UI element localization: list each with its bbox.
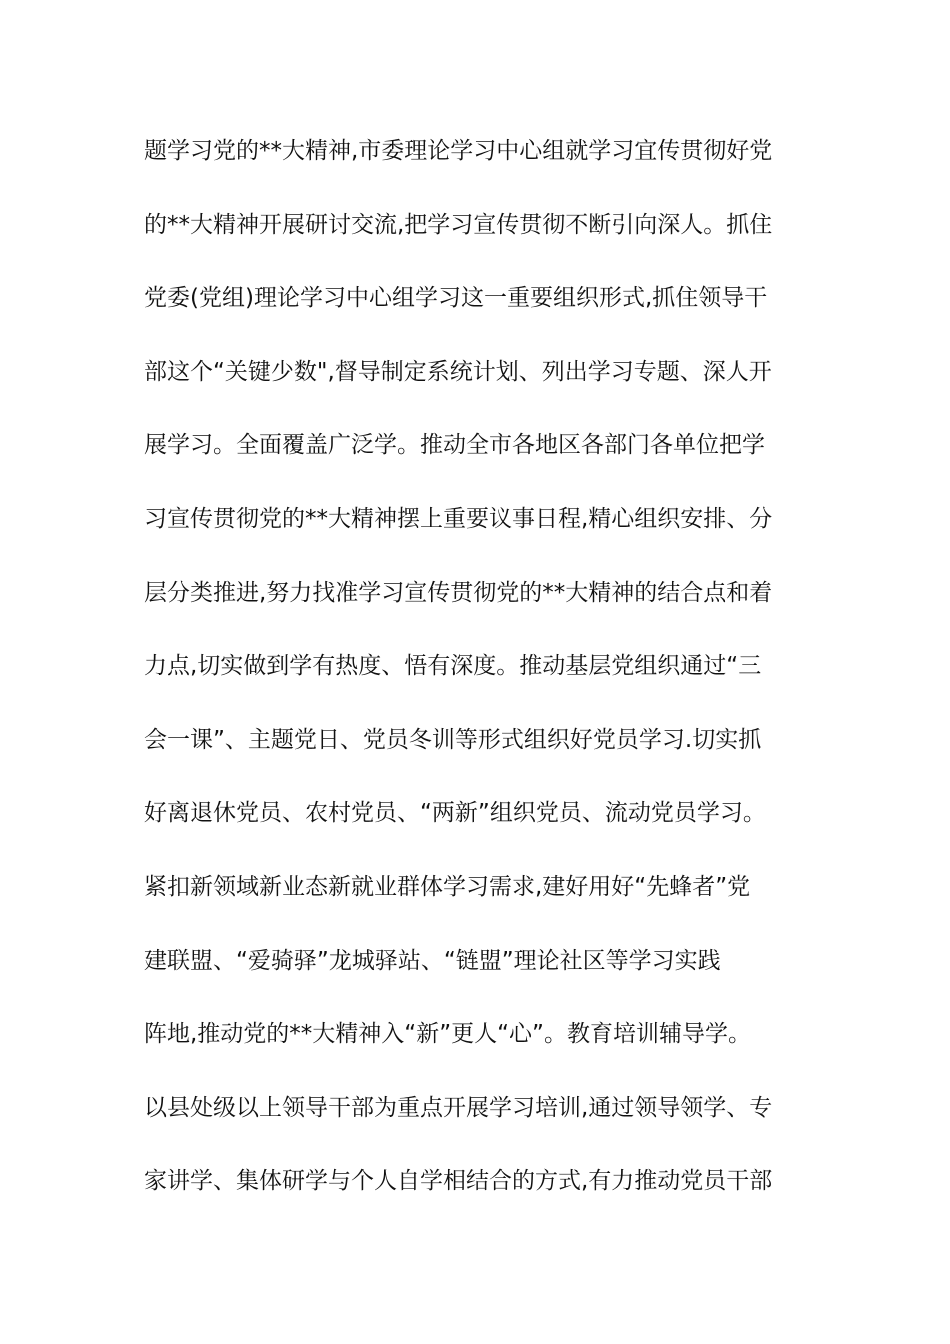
text-line: 展学习。全面覆盖广泛学。推动全市各地区各部门各单位把学 <box>144 432 765 459</box>
text-line: 以县处级以上领导干部为重点开展学习培训,通过领导领学、专 <box>144 1094 773 1121</box>
text-line: 的**大精神开展研讨交流,把学习宣传贯彻不断引向深人。抓住 <box>144 211 773 238</box>
text-line: 部这个“关键少数",督导制定系统计划、列出学习专题、深人开 <box>144 358 772 385</box>
text-line: 家讲学、集体研学与个人自学相结合的方式,有力推动党员干部 <box>144 1168 773 1195</box>
text-line: 习宣传贯彻党的**大精神摆上重要议事日程,精心组织安排、分 <box>144 505 773 532</box>
text-line: 阵地,推动党的**大精神入“新”更人“心”。教育培训辅导学。 <box>144 1021 751 1048</box>
text-line: 建联盟、“爱骑驿”龙城驿站、“链盟”理论社区等学习实践 <box>144 947 721 974</box>
text-line: 紧扣新领域新业态新就业群体学习需求,建好用好“先蜂者”党 <box>144 873 751 900</box>
text-line: 题学习党的**大精神,市委理论学习中心组就学习宜传贯彻好党 <box>144 138 773 164</box>
text-line: 层分类推进,努力找准学习宣传贯彻党的**大精神的结合点和着 <box>144 579 773 606</box>
body-text <box>144 127 824 1231</box>
text-line: 会一课”、主题党日、党员冬训等形式组织好党员学习.切实抓 <box>144 726 762 753</box>
text-line: 力点,切实做到学有热度、悟有深度。推动基层党组织通过“三 <box>144 653 762 680</box>
text-line: 党委(党组)理论学习中心组学习这一重要组织形式,抓住领导干 <box>144 285 768 312</box>
text-line: 好离退休党员、农村党员、“两新”组织党员、流动党员学习。 <box>144 800 766 827</box>
